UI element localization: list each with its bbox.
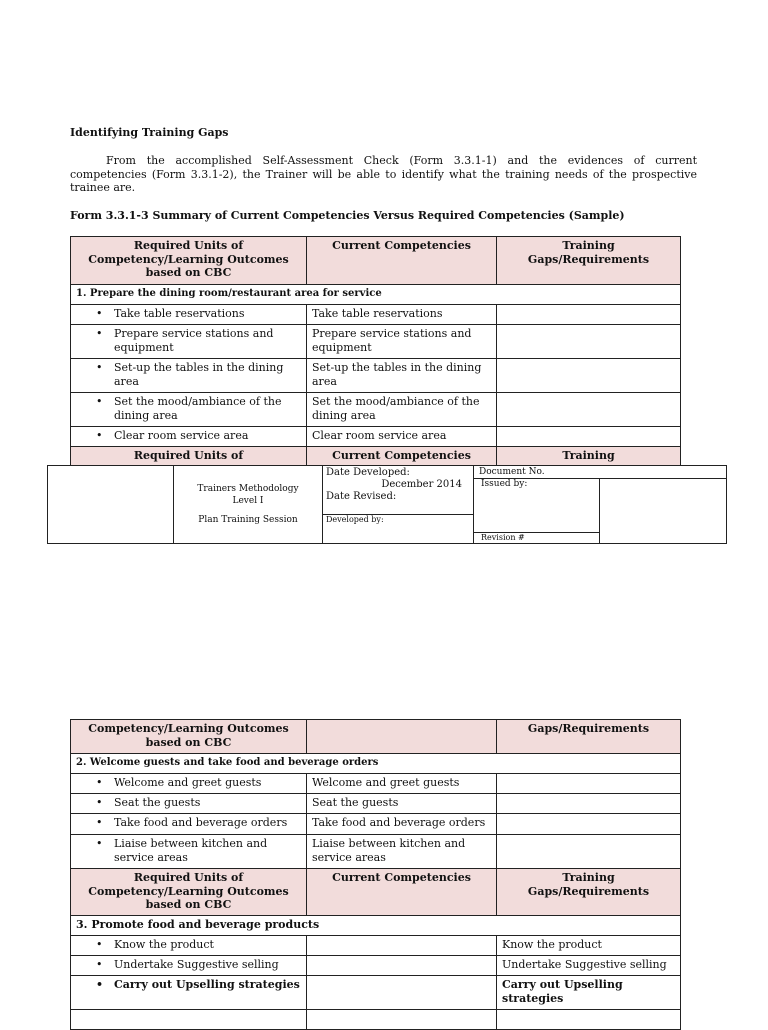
- header-current-competencies: Current Competencies: [307, 869, 497, 916]
- required-cell: [71, 835, 307, 869]
- header-training-gaps: Training: [497, 447, 681, 466]
- gap-cell: [497, 305, 681, 325]
- date-developed-value: December 2014: [381, 479, 462, 490]
- table-row: [71, 305, 681, 325]
- gap-cell: [497, 774, 681, 794]
- required-cell: [71, 814, 307, 835]
- course-title: Trainers Methodology: [197, 484, 299, 494]
- gap-cell: Know the product: [497, 936, 681, 956]
- current-cell: Welcome and greet guests: [307, 774, 497, 794]
- gap-cell: [497, 794, 681, 814]
- footer-course-cell: [174, 466, 323, 543]
- table-row: [71, 325, 681, 359]
- table-row: [71, 1010, 681, 1030]
- bullet-item: • Seat the guests: [76, 796, 301, 810]
- table-header-row-repeat: [71, 447, 681, 466]
- section-title: 3. Promote food and beverage products: [71, 916, 681, 936]
- gap-cell: Carry out Upselling strategies: [497, 976, 681, 1010]
- section-row: [71, 754, 681, 774]
- required-cell: [71, 956, 307, 976]
- gap-cell: [497, 835, 681, 869]
- gap-cell: [497, 427, 681, 447]
- intro-paragraph: From the accomplished Self-Assessment Check (Form 3.3.1-1) and the evidences of current competencies (Form 3.3.1-2), the Trainer will be able to identify what the training needs of the prospective trainee are.: [70, 154, 697, 194]
- date-revised-label: Date Revised:: [326, 491, 397, 502]
- current-cell: [307, 976, 497, 1010]
- footer-docno-cell: [474, 466, 726, 479]
- header-required-units: Required Units of Competency/Learning Outcomes based on CBC: [71, 869, 307, 916]
- footer-dates-cell: [323, 466, 474, 515]
- header-training-gaps: Training Gaps/Requirements: [497, 237, 681, 285]
- required-cell: [71, 393, 307, 427]
- page-heading: Identifying Training Gaps: [70, 126, 229, 139]
- required-cell: [71, 936, 307, 956]
- current-cell: Liaise between kitchen and service areas: [307, 835, 497, 869]
- required-cell: [71, 774, 307, 794]
- gap-cell: [497, 325, 681, 359]
- competency-table-part-1: [70, 236, 681, 466]
- table-header-row-continued: [71, 720, 681, 754]
- current-cell: [307, 936, 497, 956]
- table-row: [71, 359, 681, 393]
- header-required-units: Competency/Learning Outcomes based on CBC: [71, 720, 307, 754]
- form-title: Form 3.3.1-3 Summary of Current Competencies Versus Required Competencies (Sample): [70, 209, 625, 222]
- current-cell: Prepare service stations and equipment: [307, 325, 497, 359]
- current-cell: Set-up the tables in the dining area: [307, 359, 497, 393]
- table-row: [71, 427, 681, 447]
- revision-label: Revision #: [481, 533, 525, 542]
- bullet-item: • Know the product: [76, 938, 301, 952]
- course-level: Level I: [232, 496, 264, 506]
- document-footer: [47, 465, 727, 544]
- required-cell: [71, 427, 307, 447]
- current-cell: [307, 1010, 497, 1030]
- required-cell: [71, 359, 307, 393]
- table-row: [71, 835, 681, 869]
- section-title: 1. Prepare the dining room/restaurant area for service: [71, 285, 681, 305]
- bullet-item: • Prepare service stations and equipment: [76, 327, 301, 354]
- footer-developed-by-cell: [323, 515, 474, 543]
- current-cell: Clear room service area: [307, 427, 497, 447]
- current-cell: [307, 956, 497, 976]
- required-cell: [71, 305, 307, 325]
- issued-by-label: Issued by:: [481, 479, 528, 489]
- gap-cell: [497, 814, 681, 835]
- gap-cell: Undertake Suggestive selling: [497, 956, 681, 976]
- section-title: 2. Welcome guests and take food and beverage orders: [71, 754, 681, 774]
- bullet-item: • Carry out Upselling strategies: [76, 978, 301, 992]
- header-current-competencies: Current Competencies: [307, 237, 497, 285]
- required-cell: [71, 325, 307, 359]
- date-developed-label: Date Developed:: [326, 467, 410, 478]
- table-row: [71, 956, 681, 976]
- header-current-competencies: Current Competencies: [307, 447, 497, 466]
- footer-logo-cell: [48, 466, 174, 543]
- table-row: [71, 774, 681, 794]
- header-current-competencies: [307, 720, 497, 754]
- table-row: [71, 936, 681, 956]
- header-required-units: Required Units of: [71, 447, 307, 466]
- footer-issued-by-cell: [474, 479, 600, 533]
- gap-cell: [497, 359, 681, 393]
- section-row: [71, 916, 681, 936]
- bullet-item: • Welcome and greet guests: [76, 776, 301, 790]
- gap-cell: [497, 1010, 681, 1030]
- table-row: [71, 814, 681, 835]
- table-header-row: [71, 869, 681, 916]
- table-row: [71, 393, 681, 427]
- footer-revision-cell: [474, 533, 600, 543]
- required-cell: [71, 794, 307, 814]
- course-module: Plan Training Session: [198, 515, 298, 525]
- gap-cell: [497, 393, 681, 427]
- current-cell: Take food and beverage orders: [307, 814, 497, 835]
- table-row: [71, 794, 681, 814]
- document-no-label: Document No.: [479, 467, 545, 477]
- section-row: [71, 285, 681, 305]
- table-row: [71, 976, 681, 1010]
- bullet-item: • Clear room service area: [76, 429, 301, 443]
- bullet-item: • Set-up the tables in the dining area: [76, 361, 301, 388]
- required-cell: [71, 1010, 307, 1030]
- developed-by-label: Developed by:: [326, 515, 384, 524]
- competency-table-part-2: [70, 719, 681, 1030]
- bullet-item: • Liaise between kitchen and service areas: [76, 837, 301, 864]
- header-training-gaps: Gaps/Requirements: [497, 720, 681, 754]
- current-cell: Set the mood/ambiance of the dining area: [307, 393, 497, 427]
- current-cell: Seat the guests: [307, 794, 497, 814]
- bullet-item: • Set the mood/ambiance of the dining area: [76, 395, 301, 422]
- bullet-item: • Undertake Suggestive selling: [76, 958, 301, 972]
- header-required-units: Required Units of Competency/Learning Outcomes based on CBC: [71, 237, 307, 285]
- header-training-gaps: Training Gaps/Requirements: [497, 869, 681, 916]
- table-header-row: [71, 237, 681, 285]
- bullet-item: • Take food and beverage orders: [76, 816, 301, 830]
- current-cell: Take table reservations: [307, 305, 497, 325]
- required-cell: [71, 976, 307, 1010]
- bullet-item: • Take table reservations: [76, 307, 301, 321]
